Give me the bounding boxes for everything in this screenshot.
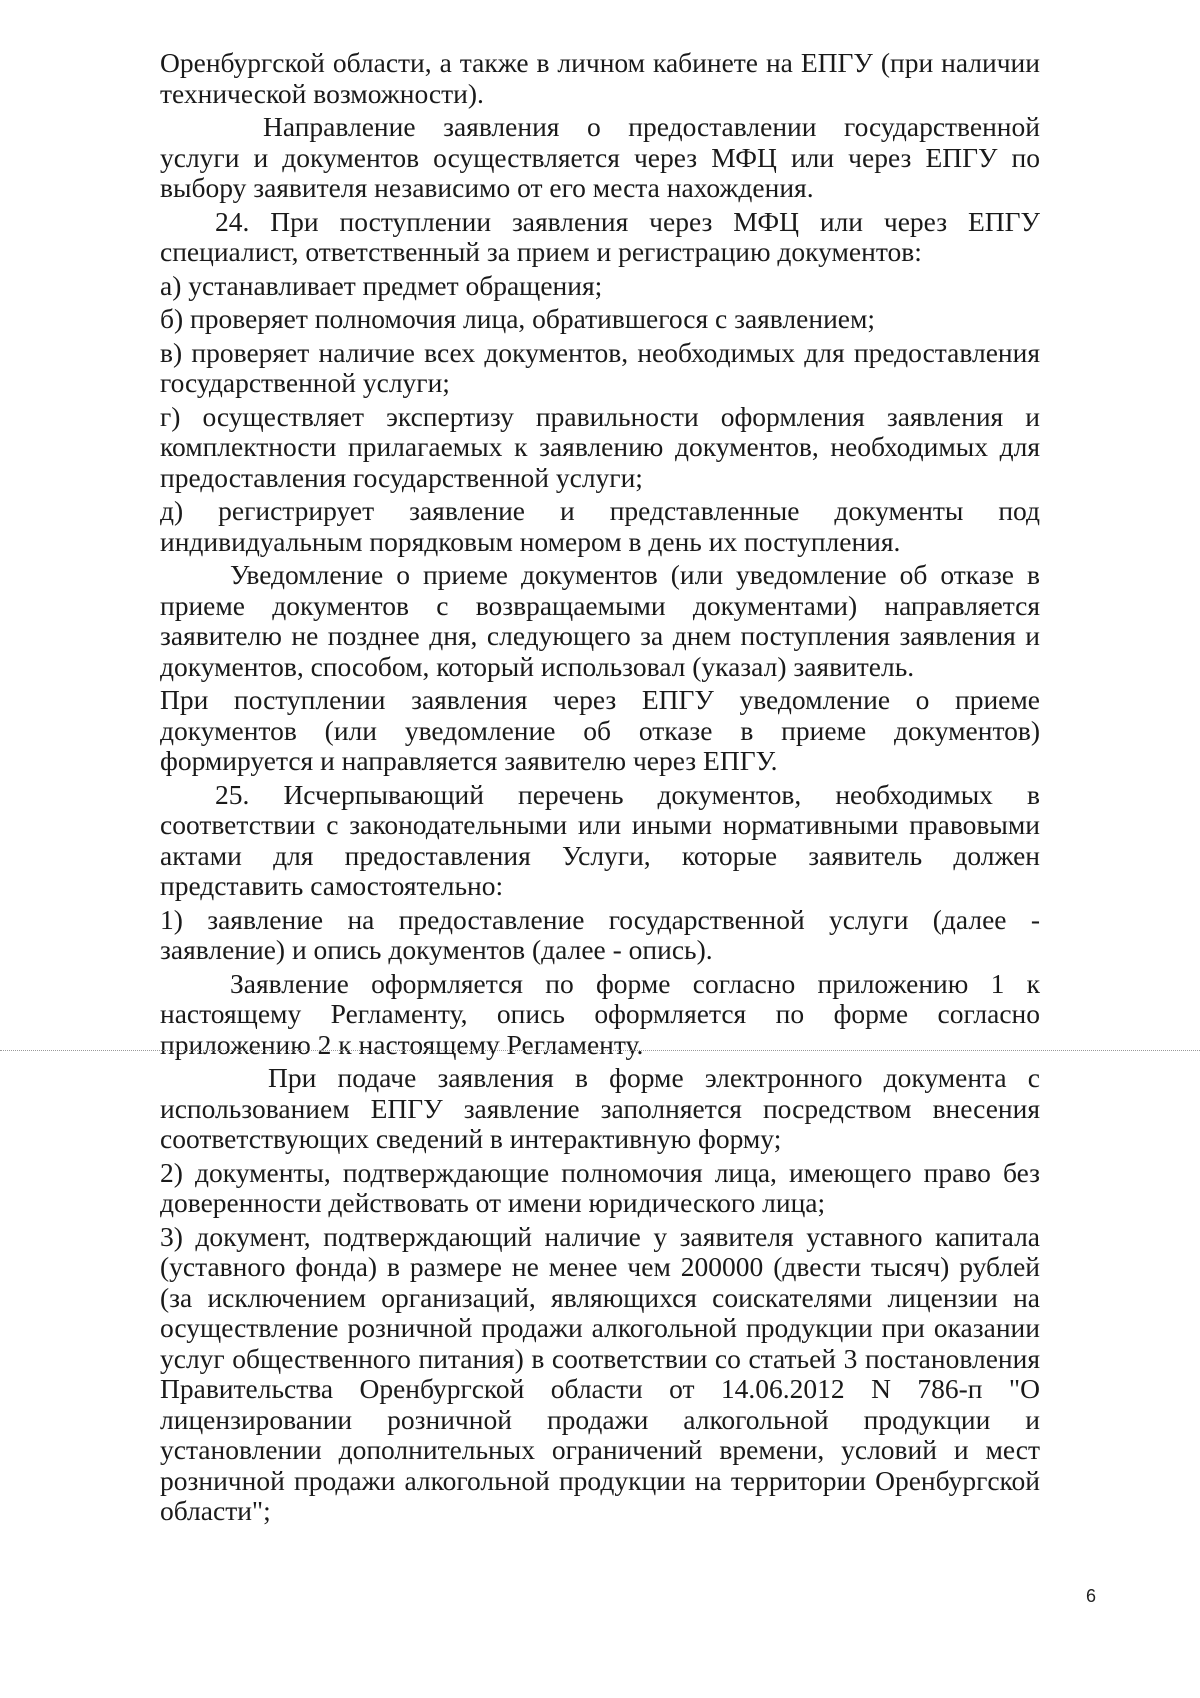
paragraph-item-24: 24. При поступлении заявления через МФЦ или через ЕПГУ специалист, ответственный за прием и регистрацию документов:	[160, 205, 1040, 267]
paragraph-epgu-notification: При поступлении заявления через ЕПГУ уведомление о приеме документов (или уведомление об отказе в приеме документов) формируется и направляется заявителю через ЕПГУ.	[160, 684, 1040, 776]
list-item-1: 1) заявление на предоставление государственной услуги (далее - заявление) и опись документов (далее - опись).	[160, 903, 1040, 965]
page-number: 6	[1086, 1586, 1097, 1606]
list-item-3: 3) документ, подтверждающий наличие у заявителя уставного капитала (уставного фонда) в размере не менее чем 200000 (двести тысяч) рублей (за исключением организаций, являющихся соискателями лицензии на осуществление розничной продажи алкогольной продукции при оказании услуг общественного питания) в соответствии со статьей 3 постановления Правительства Оренбургской области от 14.06.2012 N 786-п "О лицензировании розничной продажи алкогольной продукции и установлении дополнительных ограничений времени, условий и мест розничной продажи алкогольной продукции на территории Оренбургской области";	[160, 1220, 1040, 1526]
scan-artifact-line	[0, 1050, 1200, 1051]
list-item-a: а) устанавливает предмет обращения;	[160, 269, 603, 301]
paragraph-continuation: Оренбургской области, а также в личном кабинете на ЕПГУ (при наличии технической возможности).	[160, 47, 1040, 109]
list-item-2: 2) документы, подтверждающие полномочия лица, имеющего право без доверенности действовать от имени юридического лица;	[160, 1156, 1040, 1218]
list-item-c: в) проверяет наличие всех документов, необходимых для предоставления государственной услуги;	[160, 336, 1040, 398]
paragraph-form-appendix: Заявление оформляется по форме согласно приложению 1 к настоящему Регламенту, опись оформляется по форме согласно приложению 2 к настоящему Регламенту.	[160, 967, 1040, 1060]
paragraph-notification: Уведомление о приеме документов (или уведомление об отказе в приеме документов с возвращаемыми документами) направляется заявителю не позднее дня, следующего за днем поступления заявления и документов, способом, который использовал (указал) заявитель.	[160, 559, 1040, 682]
document-body	[160, 48, 1040, 1530]
paragraph-electronic-submission: При подаче заявления в форме электронного документа с использованием ЕПГУ заявление заполняется посредством внесения соответствующих сведений в интерактивную форму;	[160, 1062, 1040, 1154]
paragraph-submission-channels: Направление заявления о предоставлении государственной услуги и документов осуществляется через МФЦ или через ЕПГУ по выбору заявителя независимо от его места нахождения.	[160, 111, 1040, 203]
list-item-e: д) регистрирует заявление и представленные документы под индивидуальным порядковым номером в день их поступления.	[160, 495, 1040, 557]
list-item-d: г) осуществляет экспертизу правильности оформления заявления и комплектности прилагаемых к заявлению документов, необходимых для предоставления государственной услуги;	[160, 400, 1040, 493]
paragraph-item-25: 25. Исчерпывающий перечень документов, необходимых в соответствии с законодательными или иными нормативными правовыми актами для предоставления Услуги, которые заявитель должен представить самостоятельно:	[160, 778, 1040, 901]
list-item-b: б) проверяет полномочия лица, обратившегося с заявлением;	[160, 303, 876, 334]
